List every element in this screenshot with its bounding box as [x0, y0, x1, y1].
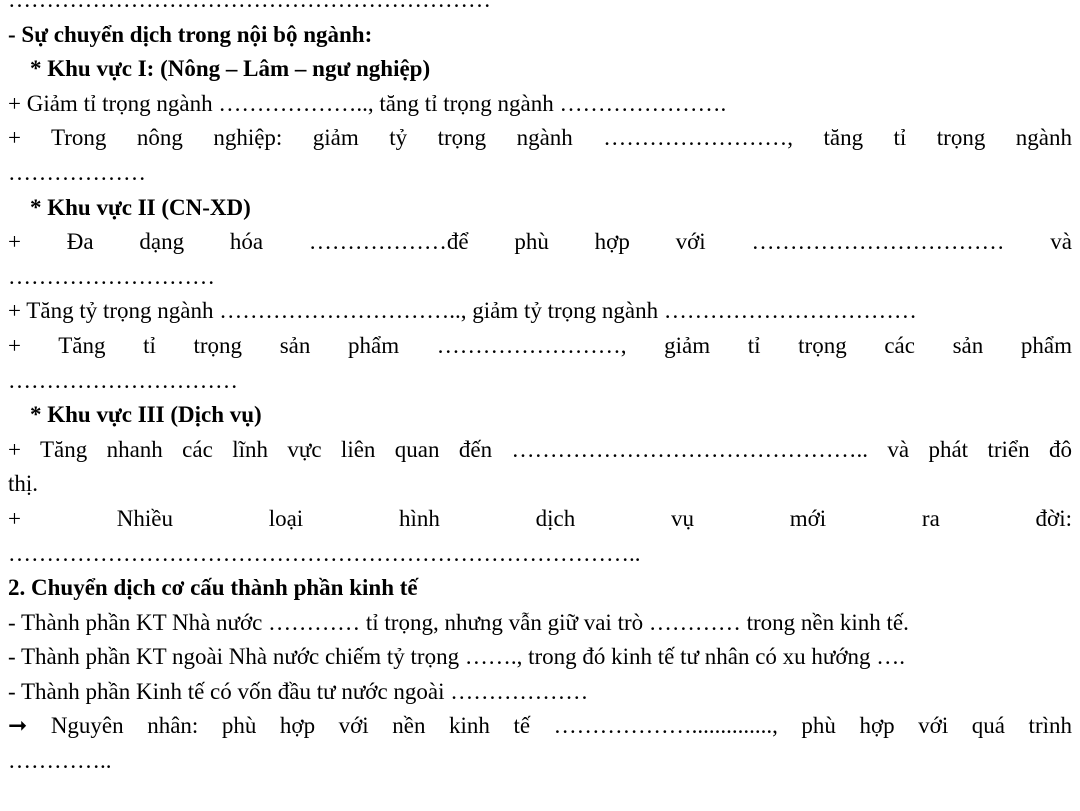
- text-line: + Trong nông nghiệp: giảm tỷ trọng ngành ……………………, tăng tỉ trọng ngành: [8, 125, 1072, 151]
- text-line: - Thành phần KT Nhà nước ………… tỉ trọng, nhưng vẫn giữ vai trò ………… trong nền kinh tế.: [8, 609, 909, 635]
- section-heading-2: 2. Chuyển dịch cơ cấu thành phần kinh tế: [8, 575, 418, 601]
- subheading-sector-1: * Khu vực I: (Nông – Lâm – ngư nghiệp): [30, 56, 431, 82]
- text-line: + Đa dạng hóa ………………để phù hợp với …………………………… và: [8, 229, 1072, 255]
- subheading-sector-2: * Khu vực II (CN-XD): [30, 194, 251, 220]
- text-line: + Tăng tỉ trọng sản phẩm ……………………, giảm tỉ trọng các sản phẩm: [8, 332, 1072, 358]
- text-line: ➞ Nguyên nhân: phù hợp với nền kinh tế ……………….............., phù hợp với quá trình: [8, 713, 1072, 739]
- text-line: - Thành phần Kinh tế có vốn đầu tư nước ngoài ………………: [8, 678, 589, 704]
- text-line: - Thành phần KT ngoài Nhà nước chiếm tỷ trọng ……., trong đó kinh tế tư nhân có xu hướng ….: [8, 644, 906, 670]
- text-line: …………………………: [8, 367, 238, 393]
- text-line: + Giảm tỉ trọng ngành ……………….., tăng tỉ trọng ngành ………………….: [8, 90, 727, 116]
- text-line: ………………………………………………………………………..: [8, 540, 641, 566]
- text-line: + Tăng tỷ trọng ngành ………………………….., giảm tỷ trọng ngành ……………………………: [8, 298, 917, 324]
- subheading-sector-3: * Khu vực III (Dịch vụ): [30, 402, 262, 428]
- text-line: ………………………: [8, 263, 215, 289]
- text-line: thị.: [8, 471, 39, 497]
- text-line: + Nhiều loại hình dịch vụ mới ra đời:: [8, 505, 1072, 531]
- section-heading: - Sự chuyển dịch trong nội bộ ngành:: [8, 21, 373, 47]
- text-line: + Tăng nhanh các lĩnh vực liên quan đến ……………………………………….. và phát triển đô: [8, 436, 1072, 462]
- text-line: ………………: [8, 159, 146, 185]
- text-line: …………..: [8, 748, 112, 774]
- blank-line: [8, 0, 1072, 18]
